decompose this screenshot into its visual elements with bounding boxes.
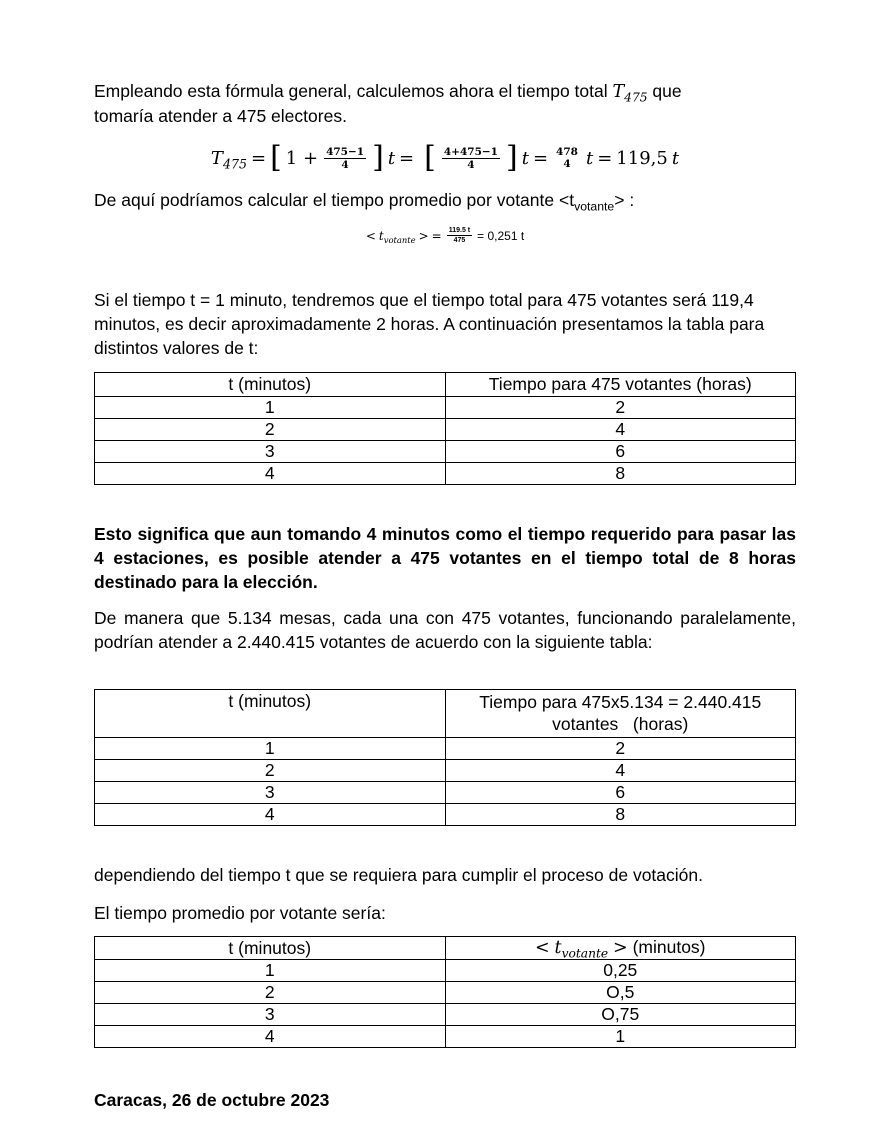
formula-total-time — [94, 138, 796, 178]
angle-close: > — [418, 228, 429, 243]
table-cell: 6 — [445, 441, 796, 463]
formula-avg-var: $t_{votante}$ — [378, 228, 416, 245]
formula-average-time — [94, 226, 796, 245]
equals-sign: = — [597, 147, 613, 169]
table-row — [95, 1026, 796, 1048]
variable-t: t — [521, 147, 529, 169]
table-cell: 3 — [95, 782, 446, 804]
table-cell: 4 — [445, 760, 796, 782]
intro-variable: $T_{475}$ — [612, 82, 648, 105]
table-cell: 2 — [445, 397, 796, 419]
table-cell: 2 — [445, 738, 796, 760]
table-cell: 8 — [445, 804, 796, 826]
table-cell: 4 — [95, 804, 446, 826]
angle-open: < — [365, 228, 376, 243]
table-header-cell: Tiempo para 475 votantes (horas) — [445, 373, 796, 397]
table-header-cell: t (minutos) — [95, 373, 446, 397]
table-row — [95, 397, 796, 419]
promedio-paragraph: El tiempo promedio por votante sería: — [94, 903, 386, 923]
intro-text: Empleando esta fórmula general, calculemos ahora el tiempo total — [94, 81, 613, 101]
average-intro-text: De aquí podríamos calcular el tiempo promedio por votante <t — [94, 190, 575, 210]
table-cell: 1 — [95, 738, 446, 760]
table-cell: 1 — [95, 397, 446, 419]
right-bracket: ] — [506, 140, 518, 175]
table-cell: O,75 — [445, 1004, 796, 1026]
table-cell: 3 — [95, 1004, 446, 1026]
equals-sign: = — [250, 147, 267, 169]
table-row — [95, 738, 796, 760]
header-line-1: Tiempo para 475x5.134 = 2.440.415 — [479, 692, 762, 712]
table-row — [95, 1004, 796, 1026]
table-header-row — [95, 690, 796, 738]
table-row — [95, 463, 796, 485]
table-header-cell — [445, 690, 796, 738]
table-header-row — [95, 937, 796, 960]
conclusion-paragraph: Esto significa que aun tomando 4 minutos como el tiempo requerido para pasar las 4 estaciones, es posible atender a 475 votantes en el tiempo total de 8 horas destinado para la elección. — [94, 524, 796, 592]
table-row — [95, 782, 796, 804]
table-cell: 1 — [445, 1026, 796, 1048]
table-cell: 2 — [95, 419, 446, 441]
table-row — [95, 960, 796, 982]
table-cell: 0,25 — [445, 960, 796, 982]
formula-avg-result: = 0,251 t — [477, 228, 525, 243]
formula-lhs: $T_{475}$ — [210, 147, 247, 171]
table-cell: 3 — [95, 441, 446, 463]
variable-t: t — [387, 147, 396, 169]
table-cell: 2 — [95, 760, 446, 782]
right-bracket: ] — [372, 140, 384, 175]
mesas-paragraph: De manera que 5.134 mesas, cada una con 475 votantes, funcionando paralelamente, podrían atender a 2.440.415 votantes de acuerdo con la siguiente tabla: — [94, 608, 796, 652]
average-intro-subscript: votante — [574, 199, 615, 214]
intro-text-end: que — [647, 81, 682, 101]
equals-sign: = — [431, 228, 442, 243]
table-time-475-voters — [94, 372, 796, 485]
example-paragraph: Si el tiempo t = 1 minuto, tendremos que el tiempo total para 475 votantes será 119,4 minutos, es decir aproximadamente 2 horas. A continuación presentamos la tabla para distintos valores de t: — [94, 290, 765, 358]
average-intro-paragraph — [94, 188, 796, 212]
fraction-2: $\frac{4+475-1}{4}$ — [443, 145, 498, 171]
left-bracket: [ — [424, 140, 436, 175]
signature-date: Caracas, 26 de octubre 2023 — [94, 1090, 330, 1110]
fraction-avg: $\frac{119.5 t}{475}$ — [448, 227, 471, 244]
fraction-1: $\frac{475-1}{4}$ — [326, 145, 365, 171]
equals-sign: = — [532, 147, 549, 169]
formula-result: 119,5 — [616, 147, 668, 169]
table-row — [95, 419, 796, 441]
variable-t: t — [585, 147, 594, 169]
average-intro-text-end: > : — [614, 190, 635, 210]
dependiendo-paragraph: dependiendo del tiempo t que se requiera para cumplir el proceso de votación. — [94, 865, 703, 885]
table-header-cell: t (minutos) — [95, 937, 446, 960]
fraction-3: 478 4 — [556, 146, 578, 170]
table-row — [95, 441, 796, 463]
table-cell: 6 — [445, 782, 796, 804]
table-average-time — [94, 936, 796, 1048]
table-cell: 8 — [445, 463, 796, 485]
table-cell: 4 — [95, 1026, 446, 1048]
table-header-cell: t (minutos) — [95, 690, 446, 738]
table-cell: 2 — [95, 982, 446, 1004]
table-time-all-voters — [94, 689, 796, 826]
table-header-cell: < $t_{votante}$ > (minutos) — [445, 937, 796, 960]
left-bracket: [ — [270, 140, 282, 175]
table-row — [95, 760, 796, 782]
variable-t: t — [671, 147, 680, 169]
equals-sign: = — [399, 147, 415, 169]
table-row — [95, 804, 796, 826]
table-row — [95, 982, 796, 1004]
table-cell: 4 — [445, 419, 796, 441]
header-line-2: votantes (horas) — [552, 714, 689, 734]
table-cell: O,5 — [445, 982, 796, 1004]
table-header-row — [95, 373, 796, 397]
table-cell: 4 — [95, 463, 446, 485]
intro-text-line2: tomaría atender a 475 electores. — [94, 106, 347, 126]
intro-paragraph — [94, 79, 796, 128]
formula-term: 1 + — [285, 147, 319, 169]
table-cell: 1 — [95, 960, 446, 982]
